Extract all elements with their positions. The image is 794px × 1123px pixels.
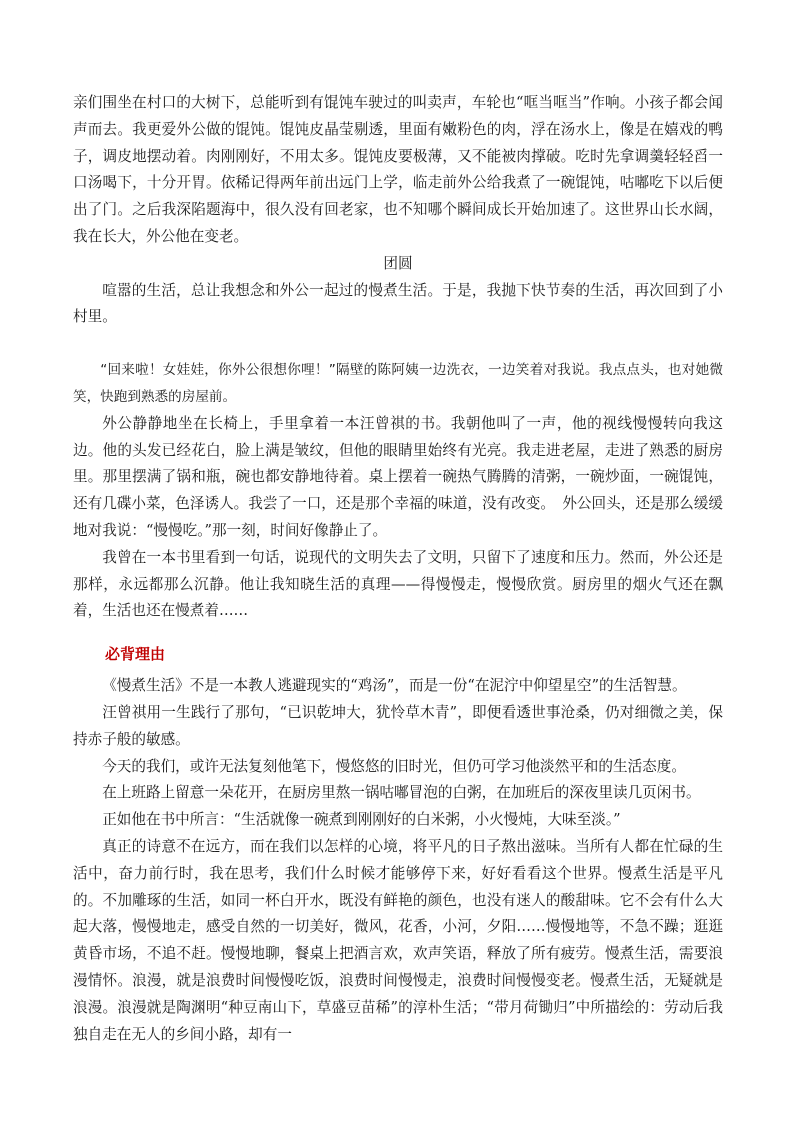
section-title-reasons: 必背理由 <box>105 645 166 664</box>
reason-paragraph: 正如他在书中所言：“生活就像一碗煮到刚刚好的白米粥，小火慢炖，大味至淡。” <box>102 811 621 829</box>
reason-paragraph: 今天的我们，或许无法复刻他笔下，慢悠悠的旧时光，但仍可学习他淡然平和的生活态度。 <box>102 757 686 775</box>
story-paragraph-return: 喧嚣的生活，总让我想念和外公一起过的慢煮生活。于是，我抛下快节奏的生活，再次回到了小村里。 <box>73 281 723 326</box>
reason-paragraph: 在上班路上留意一朵花开，在厨房里熬一锅咕嘟冒泡的白粥，在加班后的深夜里读几页闲书。 <box>102 784 701 802</box>
paragraph-gap <box>73 331 723 357</box>
story-paragraph-village-wonton: 亲们围坐在村口的大树下，总能听到有馄饨车驶过的叫卖声，车轮也“哐当哐当”作响。小孩子都会闻声而去。我更爱外公做的馄饨。馄饨皮晶莹剔透，里面有嫩粉色的肉，浮在汤水上，像是在嬉戏的鸭子，调皮地摆动着。肉刚刚好，不用太多。馄饨皮要极薄，又不能被肉撑破。吃时先拿调羹轻轻舀一口汤喝下，十分开胃。依稀记得两年前出远门上学，临走前外公给我煮了一碗馄饨，咕嘟吃下以后便出了门。之后我深陷题海中，很久没有回老家，也不知哪个瞬间成长开始加速了。这世界山长水阔，我在长大，外公他在变老。 <box>73 94 723 245</box>
reason-paragraph: 《慢煮生活》不是一本教人逃避现实的“鸡汤”，而是一份“在泥泞中仰望星空”的生活智慧。 <box>102 677 687 695</box>
subheading-reunion: 团圆 <box>383 254 413 272</box>
reason-paragraph: 汪曾祺用一生践行了那句，“已识乾坤大，犹怜草木青”，即便看透世事沧桑，仍对细微之美，保持赤子般的敏感。 <box>73 703 723 748</box>
story-paragraph-neighbor: “回来啦！女娃娃，你外公很想你哩！”隔壁的陈阿姨一边洗衣，一边笑着对我说。我点点头，也对她微笑，快跑到熟悉的房屋前。 <box>73 362 723 405</box>
story-paragraph-grandpa: 外公静静地坐在长椅上，手里拿着一本汪曾祺的书。我朝他叫了一声，他的视线慢慢转向我这边。他的头发已经花白，脸上满是皱纹，但他的眼睛里始终有光亮。我走进老屋，走进了熟悉的厨房里。那里摆满了锅和瓶，碗也都安静地待着。桌上摆着一碗热气腾腾的清粥，一碗炒面，一碗馄饨，还有几碟小菜，色泽诱人。我尝了一口，还是那个幸福的味道，没有改变。 外公回头，还是那么缓缓地对我说：“慢慢吃。”那一刻，时间好像静止了。 <box>73 414 723 539</box>
reason-paragraph: 真正的诗意不在远方，而在我们以怎样的心境，将平凡的日子熬出滋味。当所有人都在忙碌的生活中，奋力前行时，我在思考，我们什么时候才能够停下来，好好看看这个世界。慢煮生活是平凡的。不加雕琢的生活，如同一杯白开水，既没有鲜艳的颜色，也没有迷人的酸甜味。它不会有什么大起大落，慢慢地走，感受自然的一切美好，微风，花香，小河，夕阳……慢慢地等，不急不躁；逛逛黄昏市场，不追不赶。慢慢地聊，餐桌上把酒言欢，欢声笑语，释放了所有疲劳。慢煮生活，需要浪漫情怀。浪漫，就是浪费时间慢慢吃饭，浪费时间慢慢走，浪费时间慢慢变老。慢煮生活，无疑就是浪漫。浪漫就是陶渊明“种豆南山下，草盛豆苗稀”的淳朴生活；“带月荷锄归”中所描绘的：劳动后我独自走在无人的乡间小路，却有一 <box>73 837 723 1043</box>
story-paragraph-slow-life: 我曾在一本书里看到一句话，说现代的文明失去了文明，只留下了速度和压力。然而，外公还是那样，永远都那么沉静。他让我知晓生活的真理——得慢慢走，慢慢欣赏。厨房里的烟火气还在飘着，生活也还在慢煮着…… <box>73 548 723 620</box>
document-body <box>73 90 723 1048</box>
